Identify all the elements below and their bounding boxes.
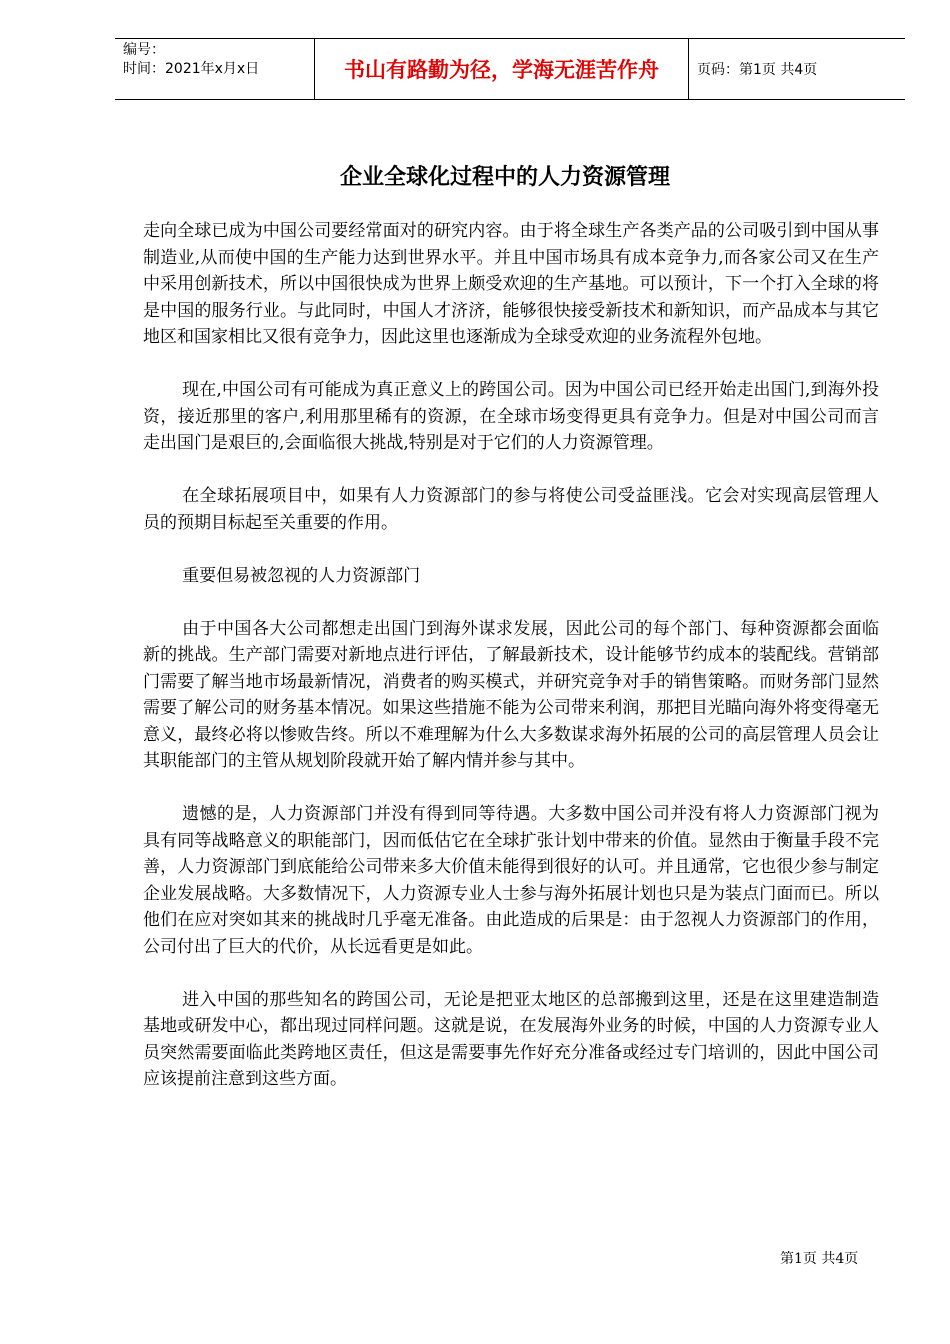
section-heading: 重要但易被忽视的人力资源部门 xyxy=(182,565,421,586)
paragraph: 在全球拓展项目中，如果有人力资源部门的参与将使公司受益匪浅。它会对实现高层管理人员的预期目标起至关重要的作用。 xyxy=(143,486,879,533)
paragraph: 走向全球已成为中国公司要经常面对的研究内容。由于将全球生产各类产品的公司吸引到中国从事制造业,从而使中国的生产能力达到世界水平。并且中国市场具有成本竞争力,而各家公司又在生产中采用创新技术，所以中国很快成为世界上颇受欢迎的生产基地。可以预计，下一个打入全球的将是中国的服务行业。与此同时，中国人才济济，能够很快接受新技术和新知识，而产品成本与其它地区和国家相比又很有竞争力，因此这里也逐渐成为全球受欢迎的业务流程外包地。 xyxy=(143,221,879,347)
paragraph: 现在,中国公司有可能成为真正意义上的跨国公司。因为中国公司已经开始走出国门,到海外投资，接近那里的客户,利用那里稀有的资源，在全球市场变得更具有竞争力。但是对中国公司而言走出国门是艰巨的,会面临很大挑战,特别是对于它们的人力资源管理。 xyxy=(143,380,879,453)
header-motto: 书山有路勤为径，学海无涯苦作舟 xyxy=(315,39,689,99)
paragraph: 遗憾的是，人力资源部门并没有得到同等待遇。大多数中国公司并没有将人力资源部门视为具有同等战略意义的职能部门，因而低估它在全球扩张计划中带来的价值。显然由于衡量手段不完善，人力资源部门到底能给公司带来多大价值未能得到很好的认可。并且通常，它也很少参与制定企业发展战略。大多数情况下，人力资源专业人士参与海外拓展计划也只是为装点门面而已。所以他们在应对突如其来的挑战时几乎毫无准备。由此造成的后果是：由于忽视人力资源部门的作用，公司付出了巨大的代价，从长远看更是如此。 xyxy=(143,804,879,957)
time-label: 时间：2021年x月x日 xyxy=(123,61,260,77)
paragraph: 进入中国的那些知名的跨国公司，无论是把亚太地区的总部搬到这里，还是在这里建造制造基地或研发中心，都出现过同样问题。这就是说，在发展海外业务的时候，中国的人力资源专业人员突然需要面临此类跨地区责任，但这是需要事先作好充分准备或经过专门培训的，因此中国公司应该提前注意到这些方面。 xyxy=(143,989,879,1089)
document-title: 企业全球化过程中的人力资源管理 xyxy=(339,165,670,190)
page-header xyxy=(115,38,905,100)
paragraph: 由于中国各大公司都想走出国门到海外谋求发展，因此公司的每个部门、每种资源都会面临新的挑战。生产部门需要对新地点进行评估，了解最新技术，设计能够节约成本的装配线。营销部门需要了解当地市场最新情况，消费者的购买模式，并研究竞争对手的销售策略。而财务部门显然需要了解公司的财务基本情况。如果这些措施不能为公司带来利润，那把目光瞄向海外将变得毫无意义，最终必将以惨败告终。所以不难理解为什么大多数谋求海外拓展的公司的高层管理人员会让其职能部门的主管从规划阶段就开始了解内情并参与其中。 xyxy=(143,618,879,771)
page-footer: 第1页 共4页 xyxy=(780,1251,859,1267)
document-body xyxy=(143,218,879,1119)
header-meta xyxy=(115,39,315,99)
header-page-label: 页码：第1页 共4页 xyxy=(697,62,818,78)
number-label: 编号： xyxy=(123,42,165,58)
